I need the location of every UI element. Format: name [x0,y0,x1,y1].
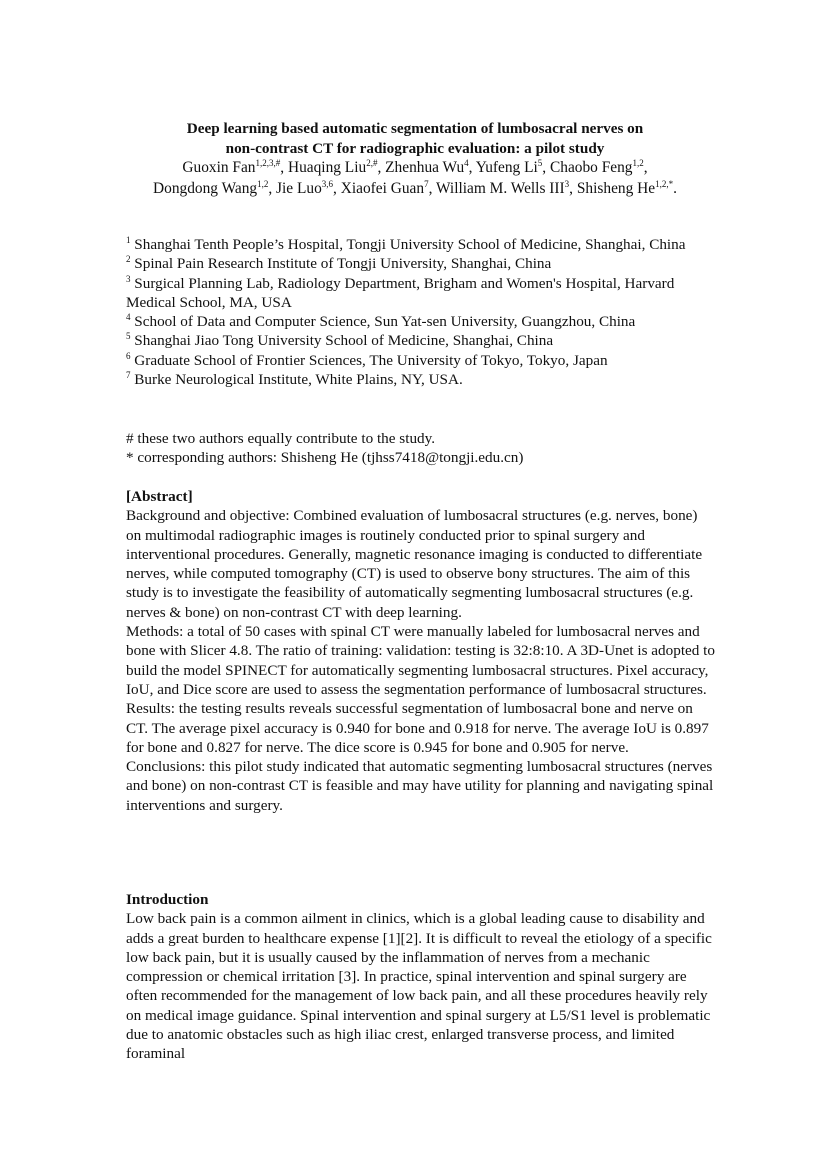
equal-contribution-note: # these two authors equally contribute to the study. [126,430,436,447]
abstract-methods: Methods: a total of 50 cases with spinal CT were manually labeled for lumbosacral nerves and bone with Slicer 4.8. The ratio of training: validation: testing is 32:8:10. A 3D-Unet is adopted to build the model SPINECT for automatically segmenting lumbosacral structures. Pixel accuracy, IoU, and Dice score are used to assess the segmentation performance of lumbosacral structures. [126,623,715,698]
author: Shisheng $He^{1,2,*}$. [576,178,677,197]
author-list [125,158,705,199]
abstract-background: Background and objective: Combined evaluation of lumbosacral structures (e.g. nerves, bone) on multimodal radiographic images is routinely conducted prior to spinal surgery and interventional procedures. Generally, magnetic resonance imaging is conducted to differentiate nerves, while computed tomography (CT) is used to observe bony structures. The aim of this study is to investigate the feasibility of automatically segmenting lumbosacral structures (e.g. nerves & bone) on non-contrast CT with deep learning. [126,507,703,621]
author: William M. Wells III$^3$, [436,178,577,197]
paper-title [120,119,710,158]
affiliation: $^1$ Shanghai Tenth People’s Hospital, Tongji University School of Medicine, Shanghai, China [126,235,686,253]
author: Xiaofei Guan$^7$, [340,178,437,197]
introduction-text: Low back pain is a common ailment in clinics, which is a global leading cause to disability and adds a great burden to healthcare expense [1][2]. It is difficult to reveal the etiology of a specific low back pain, but it is usually caused by the inflammation of nerves from a mechanic compression or chemical irritation [3]. In practice, spinal intervention and spinal surgery are often recommended for the management of low back pain, and all these procedures heavily rely on medical image guidance. Spinal intervention and spinal surgery at L5/S1 level is problematic due to anatomic obstacles such as high iliac crest, enlarged transverse process, and limited foraminal [126,910,712,1063]
title-line-1: Deep learning based automatic segmentation of lumbosacral nerves on [186,120,644,137]
introduction-heading: Introduction [126,891,209,908]
abstract-results: Results: the testing results reveals successful segmentation of lumbosacral bone and nerve on CT. The average pixel accuracy is 0.940 for bone and 0.918 for nerve. The average IoU is 0.897 for bone and 0.827 for nerve. The dice score is 0.945 for bone and 0.905 for nerve. [126,700,709,756]
affiliation: $^3$ Surgical Planning Lab, Radiology Department, Brigham and Women's Hospital, Harvard Medical School, MA, USA [126,273,675,311]
author: Guoxin Fan$^{1,2,3,\#}$, [182,158,288,176]
affiliation: $^4$ School of Data and Computer Science, Sun Yat-sen University, Guangzhou, China [126,312,636,331]
abstract-heading: [Abstract] [126,488,193,505]
author: Dongdong Wang$^{1,2}$, [153,178,277,197]
author: Chaobo Feng$^{1,2}$, [549,158,648,176]
author-notes [126,429,716,468]
author: Zhenhua Wu$^4$, [385,158,476,176]
affiliation: $^7$ Burke Neurological Institute, White Plains, NY, USA. [126,370,463,389]
affiliation: $^2$ Spinal Pain Research Institute of Tongji University, Shanghai, China [126,254,552,273]
affiliation: $^6$ Graduate School of Frontier Sciences, The University of Tokyo, Tokyo, Japan [126,350,608,369]
corresponding-author-note: * corresponding authors: Shisheng He (tjhss7418@tongji.edu.cn) [126,449,524,467]
abstract-conclusions: Conclusions: this pilot study indicated that automatic segmenting lumbosacral structures (nerves and bone) on non-contrast CT is feasible and may have utility for planning and navigating spinal interventions and surgery. [126,758,714,814]
affiliation: $^5$ Shanghai Jiao Tong University School of Medicine, Shanghai, China [126,331,554,350]
introduction-section [126,890,716,1064]
title-line-2: non-contrast CT for radiographic evaluation: a pilot study [225,139,605,157]
abstract-section [126,487,716,815]
affiliations [126,235,716,389]
author: Huaqing Liu$^{2,\#}$, [287,158,386,176]
author: Yufeng Li$^5$, [475,158,550,176]
author: Jie Luo$^{3,6}$, [276,178,341,197]
